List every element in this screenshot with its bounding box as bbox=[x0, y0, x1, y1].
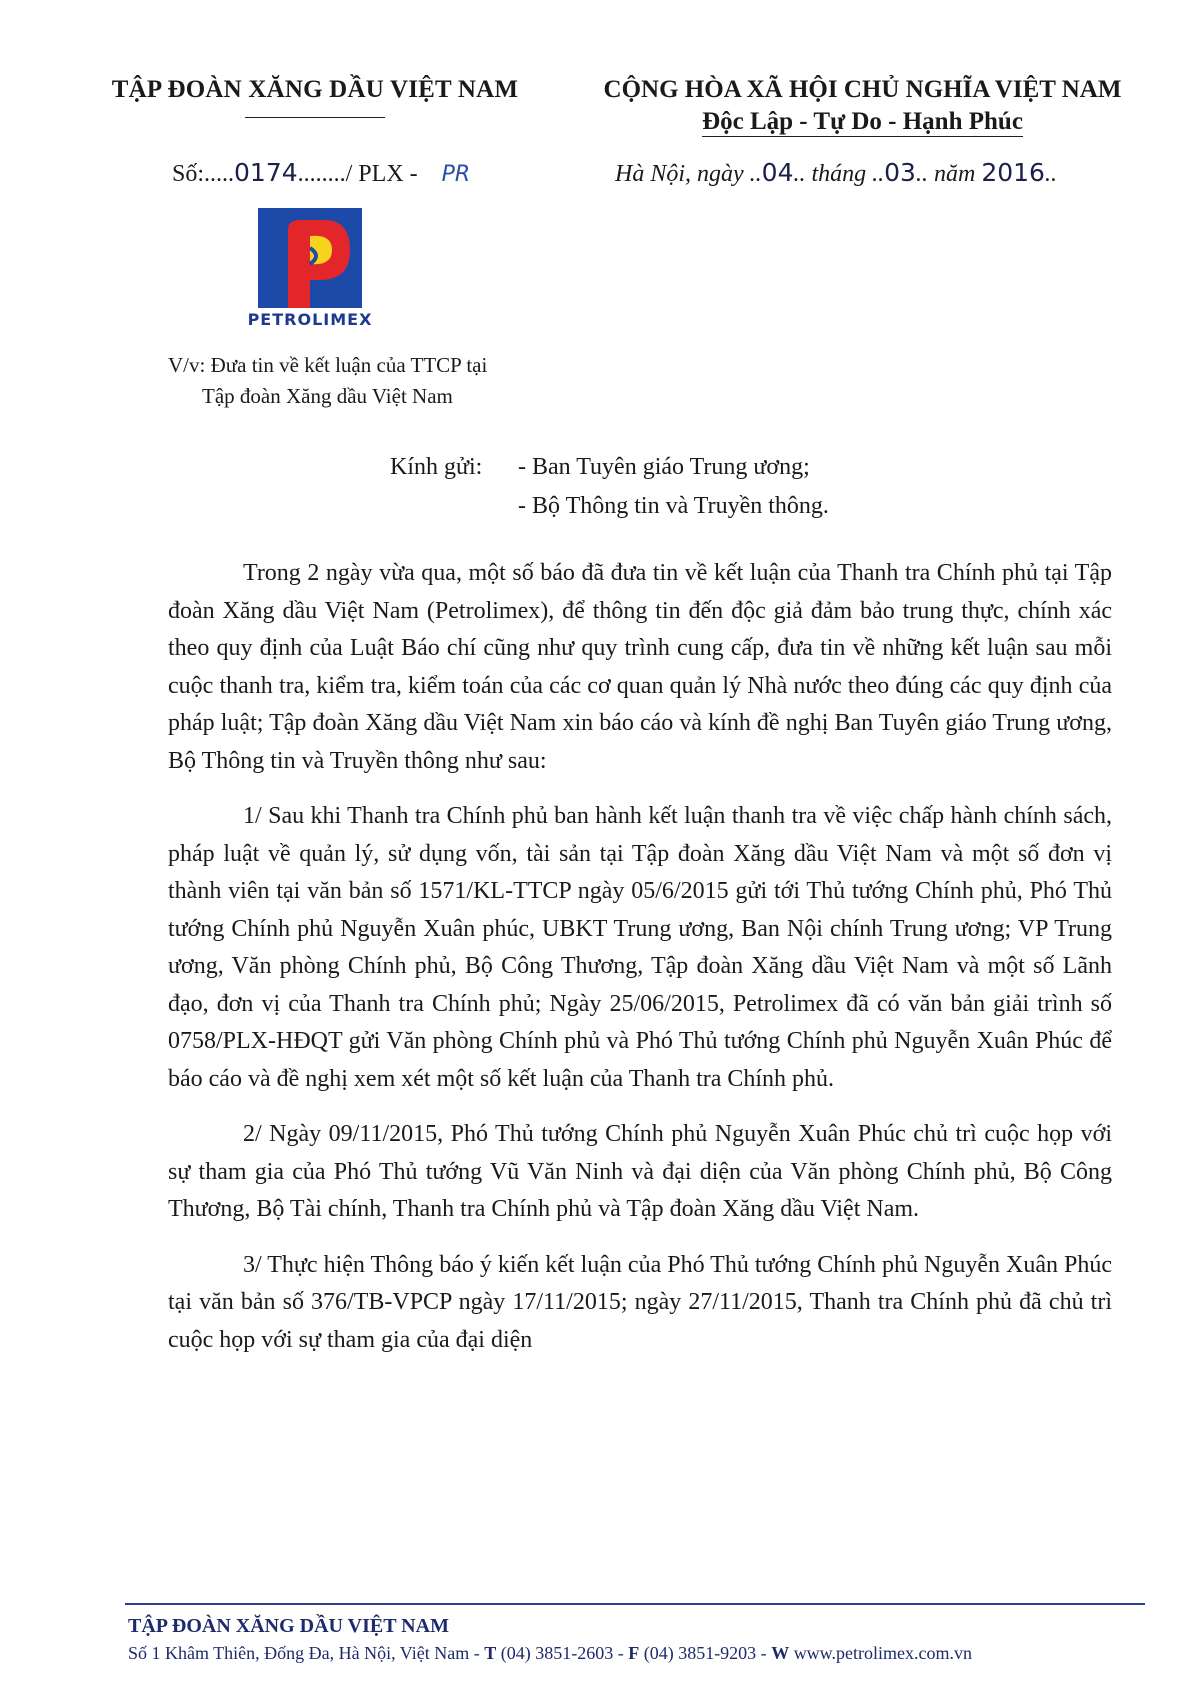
date-dots-4: .. bbox=[915, 161, 928, 187]
doc-number-suffix: / PLX - bbox=[345, 161, 418, 187]
footer-divider bbox=[125, 1603, 1145, 1605]
recipient-item: - Ban Tuyên giáo Trung ương; bbox=[518, 454, 810, 480]
national-title: CỘNG HÒA XÃ HỘI CHỦ NGHĨA VIỆT NAM bbox=[603, 76, 1122, 103]
footer-website: www.petrolimex.com.vn bbox=[789, 1643, 972, 1663]
petrolimex-logo-icon bbox=[258, 208, 362, 308]
recipient-item: - Bộ Thông tin và Truyền thông. bbox=[518, 493, 829, 519]
document-number bbox=[172, 158, 470, 188]
date-dots-3: .. bbox=[872, 161, 885, 187]
organization-underline bbox=[245, 117, 385, 118]
date-month-label: tháng bbox=[811, 161, 867, 187]
footer-web-label: W bbox=[771, 1643, 790, 1663]
body-paragraph: 2/ Ngày 09/11/2015, Phó Thủ tướng Chính phủ Nguyễn Xuân Phúc chủ trì cuộc họp với sự tham gia của Phó Thủ tướng Vũ Văn Ninh và đại diện của Văn phòng Chính phủ, Bộ Công Thương, Bộ Tài chính, Thanh tra Chính phủ và Tập đoàn Xăng dầu Việt Nam. bbox=[168, 1121, 1112, 1222]
doc-number-prefix: Số: bbox=[172, 161, 205, 187]
footer-phone-label: T bbox=[484, 1643, 497, 1663]
footer-contact-info bbox=[128, 1643, 972, 1664]
footer-fax-label: F bbox=[628, 1643, 640, 1663]
footer-address: Số 1 Khâm Thiên, Đống Đa, Hà Nội, Việt Nam - bbox=[128, 1643, 485, 1663]
doc-number-dots-after: ........ bbox=[297, 161, 346, 187]
footer-phone: (04) 3851-2603 - bbox=[496, 1643, 629, 1663]
national-motto bbox=[575, 108, 1150, 136]
recipients-block bbox=[390, 448, 829, 526]
recipients-label: Kính gửi: bbox=[390, 454, 483, 480]
date-dots-1: .. bbox=[749, 161, 762, 187]
body-paragraph: Trong 2 ngày vừa qua, một số báo đã đưa tin về kết luận của Thanh tra Chính phủ tại Tập đoàn Xăng dầu Việt Nam (Petrolimex), để thông tin đến độc giả đảm bảo trung thực, chính xác theo quy định của Luật Báo chí cũng như quy trình cung cấp, đưa tin về những kết luận sau mỗi cuộc thanh tra, kiểm tra, kiểm toán của các cơ quan quản lý Nhà nước theo đúng các quy định của pháp luật; Tập đoàn Xăng dầu Việt Nam xin báo cáo và kính đề nghị Ban Tuyên giáo Trung ương, Bộ Thông tin và Truyền thông như sau: bbox=[168, 560, 1112, 774]
body-paragraph: 3/ Thực hiện Thông báo ý kiến kết luận của Phó Thủ tướng Chính phủ Nguyễn Xuân Phúc tại văn bản số 376/TB-VPCP ngày 17/11/2015; ngày 27/11/2015, Thanh tra Chính phủ đã chủ trì cuộc họp với sự tham gia của đại diện bbox=[168, 1251, 1112, 1353]
body-paragraph: 1/ Sau khi Thanh tra Chính phủ ban hành kết luận thanh tra về việc chấp hành chính sách, pháp luật về quản lý, sử dụng vốn, tài sản tại Tập đoàn Xăng dầu Việt Nam và một số đơn vị thành viên tại văn bản số 1571/KL-TTCP ngày 05/6/2015 gửi tới Thủ tướng Chính phủ, Phó Thủ tướng Chính phủ Nguyễn Xuân phúc, UBKT Trung ương, Ban Nội chính Trung ương; VP Trung ương, Văn phòng Chính phủ, Bộ Công Thương, Tập đoàn Xăng dầu Việt Nam và một số Lãnh đạo, đơn vị của Thanh tra Chính phủ; Ngày 25/06/2015, Petrolimex đã có văn bản giải trình số 0758/PLX-HĐQT gửi Văn phòng Chính phủ và Phó Thủ tướng Chính phủ Nguyễn Xuân Phúc để báo cáo và đề nghị xem xét một số kết luận của Thanh tra Chính phủ. bbox=[168, 803, 1112, 1092]
date-year-label: năm bbox=[933, 161, 976, 187]
footer-fax: (04) 3851-9203 - bbox=[639, 1643, 772, 1663]
subject-line-1: V/v: Đưa tin về kết luận của TTCP tại bbox=[168, 353, 488, 377]
letter-body bbox=[168, 555, 1112, 1359]
footer-organization: TẬP ĐOÀN XĂNG DẦU VIỆT NAM bbox=[128, 1615, 449, 1637]
doc-number-value: 0174 bbox=[234, 158, 298, 187]
date-year: 2016 bbox=[981, 158, 1045, 187]
doc-number-dots-before: ..... bbox=[204, 161, 235, 187]
date-day: 04 bbox=[761, 158, 794, 187]
issue-date bbox=[615, 158, 1057, 188]
subject-line bbox=[168, 350, 487, 412]
logo-wordmark: PETROLIMEX bbox=[247, 310, 373, 329]
date-place-label: Hà Nội, ngày bbox=[615, 161, 744, 187]
motto-text: Độc Lập - Tự Do - Hạnh Phúc bbox=[702, 108, 1023, 135]
date-dots-5: .. bbox=[1044, 161, 1057, 187]
subject-line-2: Tập đoàn Xăng dầu Việt Nam bbox=[202, 384, 453, 408]
issuing-organization: TẬP ĐOÀN XĂNG DẦU VIỆT NAM bbox=[111, 76, 519, 103]
date-month: 03 bbox=[884, 158, 916, 187]
doc-number-code: PR bbox=[441, 162, 471, 187]
date-dots-2: .. bbox=[793, 161, 806, 187]
